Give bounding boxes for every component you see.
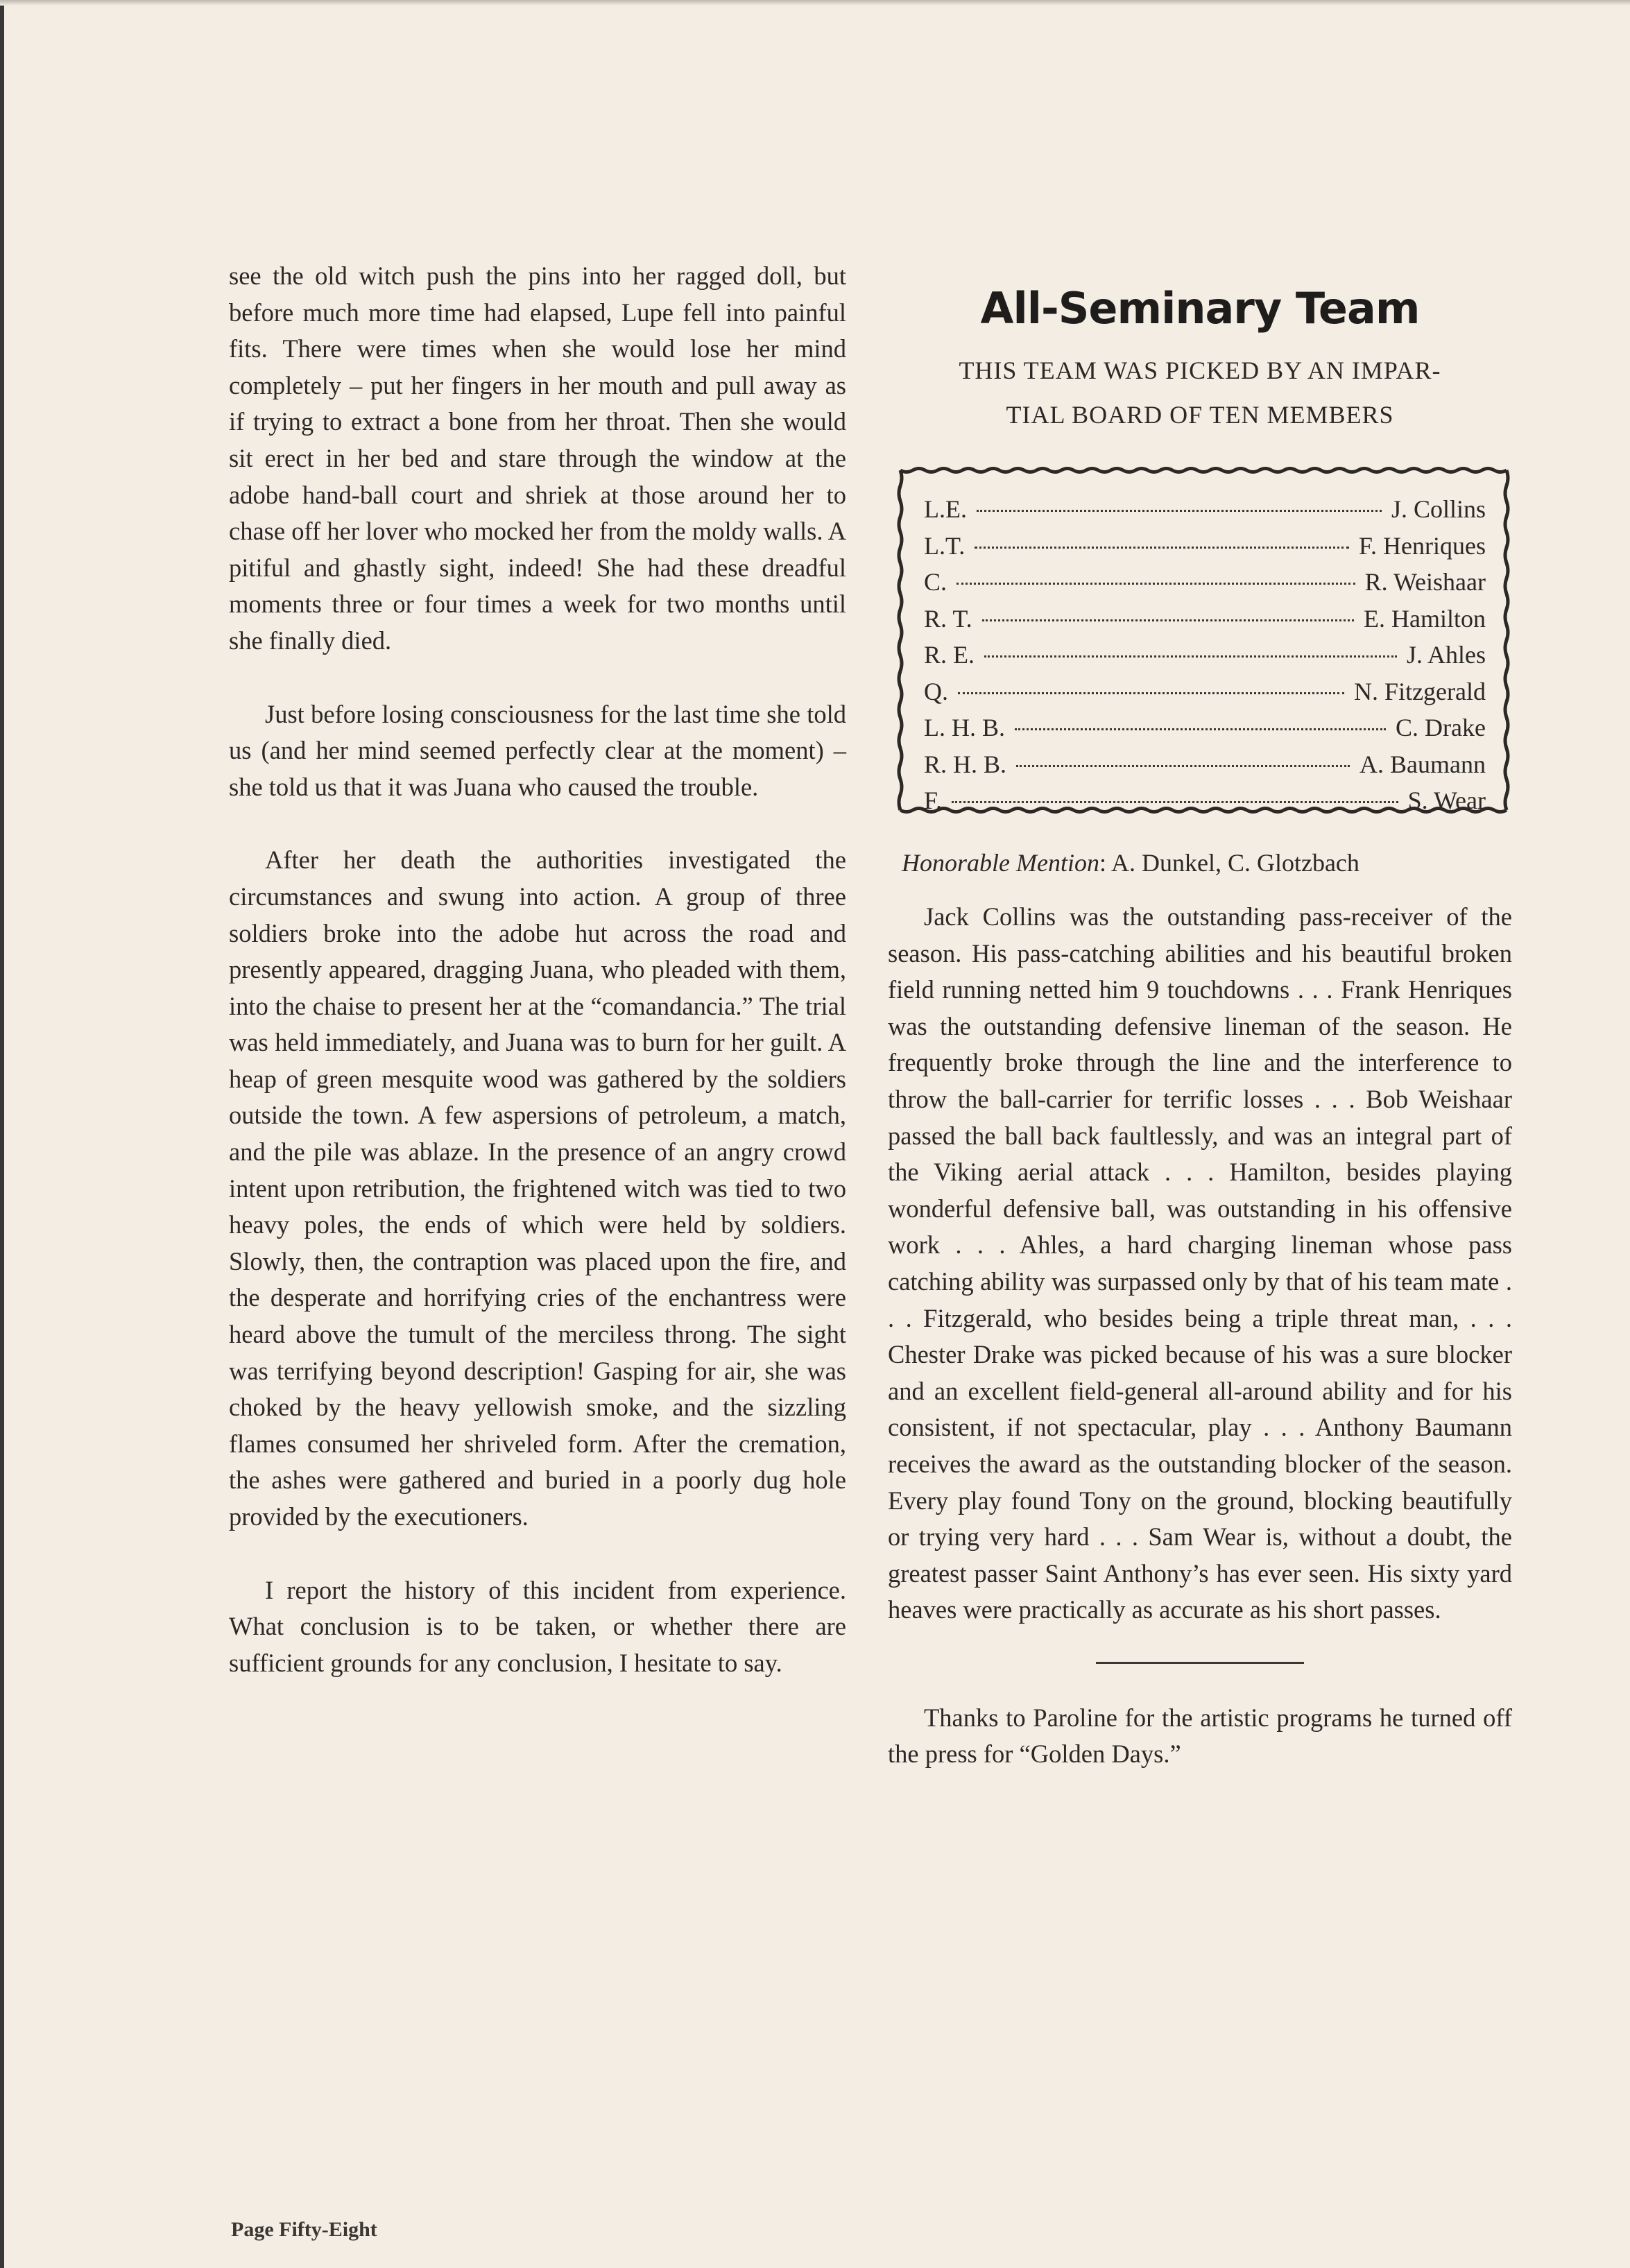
- team-description: Jack Collins was the outstanding pass-receiver of the season. His pass-catching abilities and his beautiful broken field running netted him 9 touchdowns . . . Frank Henriques was the outstanding defensive lineman of the season. He frequently broke through the line and the interference to throw the ball-carrier for terrific losses . . . Bob Weishaar passed the ball back faultlessly, and was an integral part of the Viking aerial attack . . . Hamilton, besides playing wonderful defensive ball, was outstanding in his offensive work . . . Ahles, a hard charging lineman whose pass catching ability was surpassed only by that of his team mate . . . Fitzgerald, who besides being a triple threat man, . . . Chester Drake was picked because of his was a sure blocker and an excellent field-general all-around ability and for his consistent, if not spectacular, play . . . Anthony Baumann receives the award as the outstanding blocker of the season. Every play found Tony on the ground, blocking beautifully or trying very hard . . . Sam Wear is, without a doubt, the greatest passer Saint Anthony’s has ever seen. His sixty yard heaves were practically as accurate as his short passes.: [888, 902, 1512, 1624]
- roster-row: [924, 710, 1486, 746]
- roster-row: [924, 637, 1486, 673]
- roster-position: Q.: [924, 677, 948, 705]
- team-roster-box: [895, 463, 1512, 817]
- story-paragraph: I report the history of this incident from experience. What conclusion is to be taken, or whether there are sufficient grounds for any conclusion, I hesitate to say.: [229, 1575, 846, 1677]
- roster-player: A. Baumann: [1359, 750, 1486, 778]
- roster-row: [924, 746, 1486, 783]
- dot-leader: [975, 547, 1349, 549]
- roster-player: S. Wear: [1407, 787, 1486, 814]
- roster-player: J. Ahles: [1406, 641, 1486, 669]
- dot-leader: [956, 583, 1355, 585]
- roster-player: E. Hamilton: [1364, 604, 1486, 633]
- roster-player: N. Fitzgerald: [1354, 677, 1486, 705]
- subtitle-line: TIAL BOARD OF TEN MEMBERS: [1006, 401, 1394, 429]
- right-column: [888, 258, 1512, 1773]
- dot-leader: [977, 510, 1382, 512]
- roster-position: R. E.: [924, 641, 975, 669]
- roster-position: L.T.: [924, 531, 966, 560]
- roster-row: [924, 491, 1486, 528]
- dot-leader: [982, 619, 1354, 621]
- story-paragraph: see the old witch push the pins into her ragged doll, but before much more time had elapsed, Lupe fell into painful fits. There were times when she would lose her mind completely – put her fingers in her mouth and pull away as if trying to extract a bone from her throat. Then she would sit erect in her bed and stare through the window at the adobe hand-ball court and shriek at those around her to chase off her lover who mocked her from the moldy walls. A pitiful and ghastly sight, indeed! She had these dreadful moments three or four times a week for two months until she finally died.: [229, 261, 846, 655]
- acknowledgement: Thanks to Paroline for the artistic programs he turned off the press for “Golden Days.”: [888, 1703, 1512, 1769]
- story-paragraph: After her death the authorities investigated the circumstances and swung into action. A group of three soldiers broke into the adobe hut across the road and presently appeared, dragging Juana, who pleaded with them, into the chaise to present her at the “comandancia.” The trial was held immediately, and Juana was to burn for her guilt. A heap of green mesquite wood was gathered by the soldiers outside the town. A few aspersions of petroleum, a match, and the pile was ablaze. In the presence of an angry crowd intent upon retribution, the frightened witch was tied to two heavy poles, the ends of which were held by soldiers. Slowly, then, the contraption was placed upon the fire, and the desperate and horrifying cries of the enchantress were heard above the tumult of the merciless throng. The sight was terrifying beyond description! Gasping for air, she was choked by the heavy yellowish smoke, and the sizzling flames consumed her shriveled form. After the cremation, the ashes were gathered and buried in a poorly dug hole provided by the executioners.: [229, 845, 846, 1531]
- roster-row: [924, 673, 1486, 710]
- honorable-mention: [902, 845, 1512, 881]
- page-number: Page Fifty-Eight: [231, 2218, 377, 2241]
- roster-player: C. Drake: [1396, 714, 1486, 741]
- roster-player: F. Henriques: [1358, 531, 1486, 560]
- dot-leader: [952, 801, 1398, 803]
- dot-leader: [958, 692, 1344, 694]
- roster-row: [924, 564, 1486, 601]
- roster-position: C.: [924, 568, 947, 596]
- dot-leader: [1015, 728, 1386, 730]
- divider-rule: [1096, 1662, 1304, 1664]
- roster-row: [924, 782, 1486, 819]
- section-subtitle: [888, 348, 1512, 437]
- roster-row: [924, 528, 1486, 565]
- scan-edge-top: [0, 0, 1630, 6]
- subtitle-line: THIS TEAM WAS PICKED BY AN IMPAR-: [959, 356, 1441, 384]
- roster-position: L.E.: [924, 495, 967, 523]
- roster-list: [924, 491, 1486, 819]
- roster-row: [924, 601, 1486, 637]
- roster-position: R. H. B.: [924, 750, 1007, 778]
- roster-player: R. Weishaar: [1364, 568, 1486, 596]
- story-paragraph: Just before losing consciousness for the last time she told us (and her mind seemed perfectly clear at the moment) – she told us that it was Juana who caused the trouble.: [229, 699, 846, 801]
- honorable-mention-label: Honorable Mention: [902, 849, 1099, 877]
- section-title: All-Seminary Team: [980, 283, 1420, 334]
- roster-player: J. Collins: [1391, 495, 1486, 523]
- honorable-mention-names: : A. Dunkel, C. Glotzbach: [1099, 849, 1359, 877]
- dot-leader: [984, 655, 1397, 658]
- roster-position: R. T.: [924, 604, 972, 633]
- roster-position: F.: [924, 787, 943, 814]
- scan-edge-left: [0, 0, 4, 2268]
- roster-position: L. H. B.: [924, 714, 1005, 741]
- left-column: [229, 258, 846, 1681]
- dot-leader: [1016, 765, 1350, 767]
